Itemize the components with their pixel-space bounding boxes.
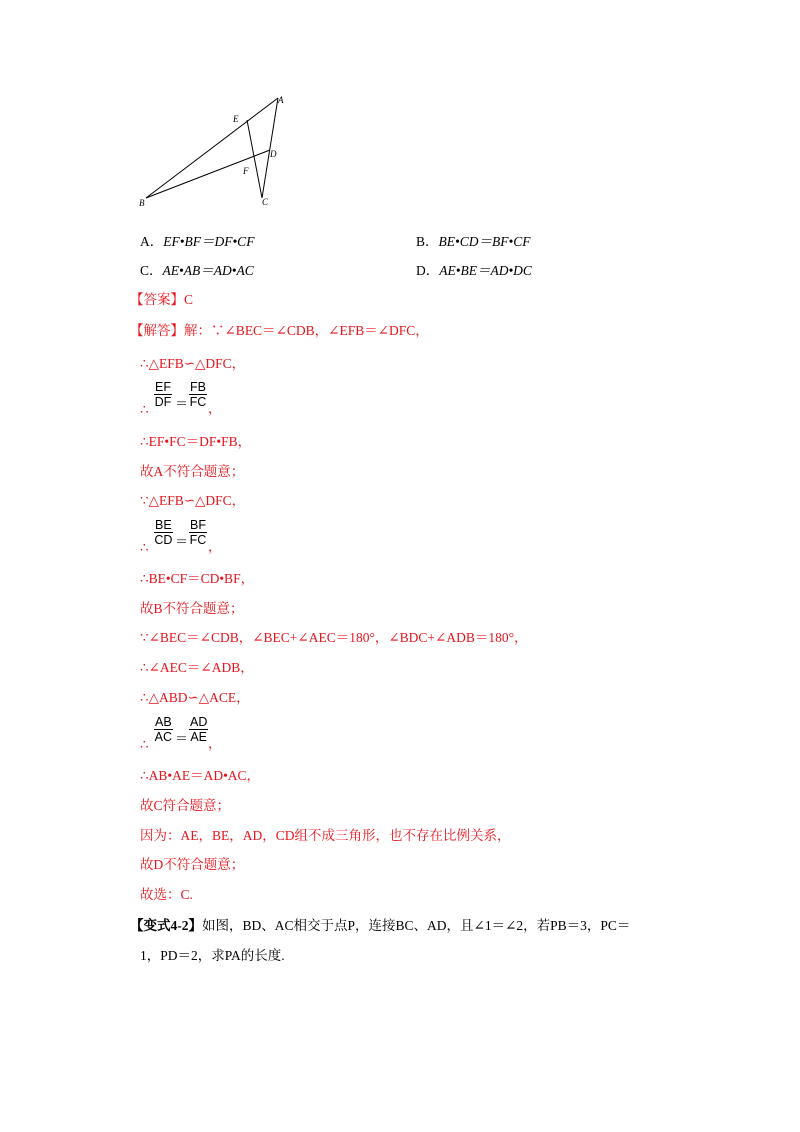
solution-line-1 (130, 322, 429, 340)
therefore-symbol-3: ∴ (140, 737, 149, 752)
fraction-ad-ae (189, 715, 208, 744)
fraction-ab-ac-denominator: AC (154, 730, 173, 744)
fraction-ef-df-denominator: DF (154, 395, 172, 409)
variant-line-2: 1，PD＝2，求PA的长度. (140, 948, 285, 963)
label-e: E (233, 114, 239, 124)
solution-text-1: 解：∵∠BEC＝∠CDB，∠EFB＝∠DFC， (184, 323, 429, 338)
equals-sign-2: ＝ (175, 534, 189, 549)
label-a: A (278, 95, 284, 105)
solution-line-13: 因为：AE，BE，AD，CD组不成三角形，也不存在比例关系， (140, 828, 511, 843)
fraction-be-cd-numerator: BE (155, 518, 172, 532)
solution-line-4: 故A不符合题意； (140, 464, 245, 479)
fraction-bf-fc-denominator: FC (189, 533, 207, 547)
option-d-text: AE•BE＝AD•DC (439, 263, 532, 278)
variant-line-1 (130, 917, 630, 935)
option-c (140, 262, 254, 280)
fraction-ef-df-numerator: EF (155, 380, 171, 394)
fraction-fb-fc-denominator: FC (189, 395, 207, 409)
option-b (416, 233, 530, 251)
fraction-bf-fc (189, 518, 207, 547)
equals-sign-3: ＝ (175, 731, 189, 746)
answer-value: C (184, 292, 194, 307)
variant-text-1: 如图，BD、AC相交于点P，连接BC、AD，且∠1＝∠2，若PB＝3，PC＝ (202, 918, 631, 933)
option-c-text: AE•AB＝AD•AC (162, 263, 254, 278)
variant-tag: 【变式4-2】 (130, 918, 202, 933)
solution-line-9: ∴∠AEC＝∠ADB， (140, 660, 254, 675)
segment-ac (262, 98, 278, 198)
option-a-prefix: A． (140, 234, 164, 249)
solution-line-3: ∴EF•FC＝DF•FB， (140, 434, 252, 449)
fraction-ef-df (154, 380, 172, 409)
answer-line (130, 291, 193, 309)
option-a-text: EF•BF＝DF•CF (163, 234, 255, 249)
option-d (416, 262, 532, 280)
option-b-text: BE•CD＝BF•CF (438, 234, 531, 249)
fraction-comma-3: ， (208, 736, 222, 751)
answer-tag: 【答案】 (130, 292, 184, 307)
fraction-be-cd (154, 518, 173, 547)
fraction-ab-ac (154, 715, 173, 744)
label-c: C (262, 197, 269, 207)
fraction-comma-1: ， (208, 401, 222, 416)
label-f: F (243, 166, 249, 176)
fraction-ab-ac-numerator: AB (155, 715, 172, 729)
solution-line-7: 故B不符合题意； (140, 601, 244, 616)
option-d-prefix: D． (416, 263, 440, 278)
segment-ec (247, 120, 262, 198)
equals-sign-1: ＝ (175, 396, 189, 411)
label-b: B (139, 198, 145, 208)
therefore-symbol-1: ∴ (140, 402, 149, 417)
solution-line-5: ∵△EFB∽△DFC， (140, 493, 246, 508)
solution-line-10: ∴△ABD∽△ACE， (140, 690, 250, 705)
fraction-ad-ae-denominator: AE (190, 730, 208, 744)
fraction-bf-fc-numerator: BF (190, 518, 206, 532)
option-c-prefix: C． (140, 263, 163, 278)
therefore-symbol-2: ∴ (140, 540, 149, 555)
solution-line-11: ∴AB•AE＝AD•AC， (140, 768, 261, 783)
fraction-comma-2: ， (208, 539, 222, 554)
option-b-prefix: B． (416, 234, 439, 249)
segment-bd (146, 150, 270, 198)
solution-line-8: ∵∠BEC＝∠CDB，∠BEC+∠AEC＝180°，∠BDC+∠ADB＝180°， (140, 630, 528, 645)
fraction-ad-ae-numerator: AD (190, 715, 208, 729)
label-d: D (270, 149, 277, 159)
solution-tag: 【解答】 (130, 323, 184, 338)
solution-line-6: ∴BE•CF＝CD•BF， (140, 571, 255, 586)
triangle-figure (130, 88, 300, 213)
fraction-be-cd-denominator: CD (154, 533, 173, 547)
fraction-fb-fc-numerator: FB (190, 380, 206, 394)
solution-line-2: ∴△EFB∽△DFC， (140, 356, 246, 371)
segment-ba (146, 98, 278, 198)
solution-line-12: 故C符合题意； (140, 798, 231, 813)
solution-line-15: 故选：C. (140, 887, 193, 902)
solution-line-14: 故D不符合题意； (140, 857, 245, 872)
option-a (140, 233, 254, 251)
fraction-fb-fc (189, 380, 207, 409)
